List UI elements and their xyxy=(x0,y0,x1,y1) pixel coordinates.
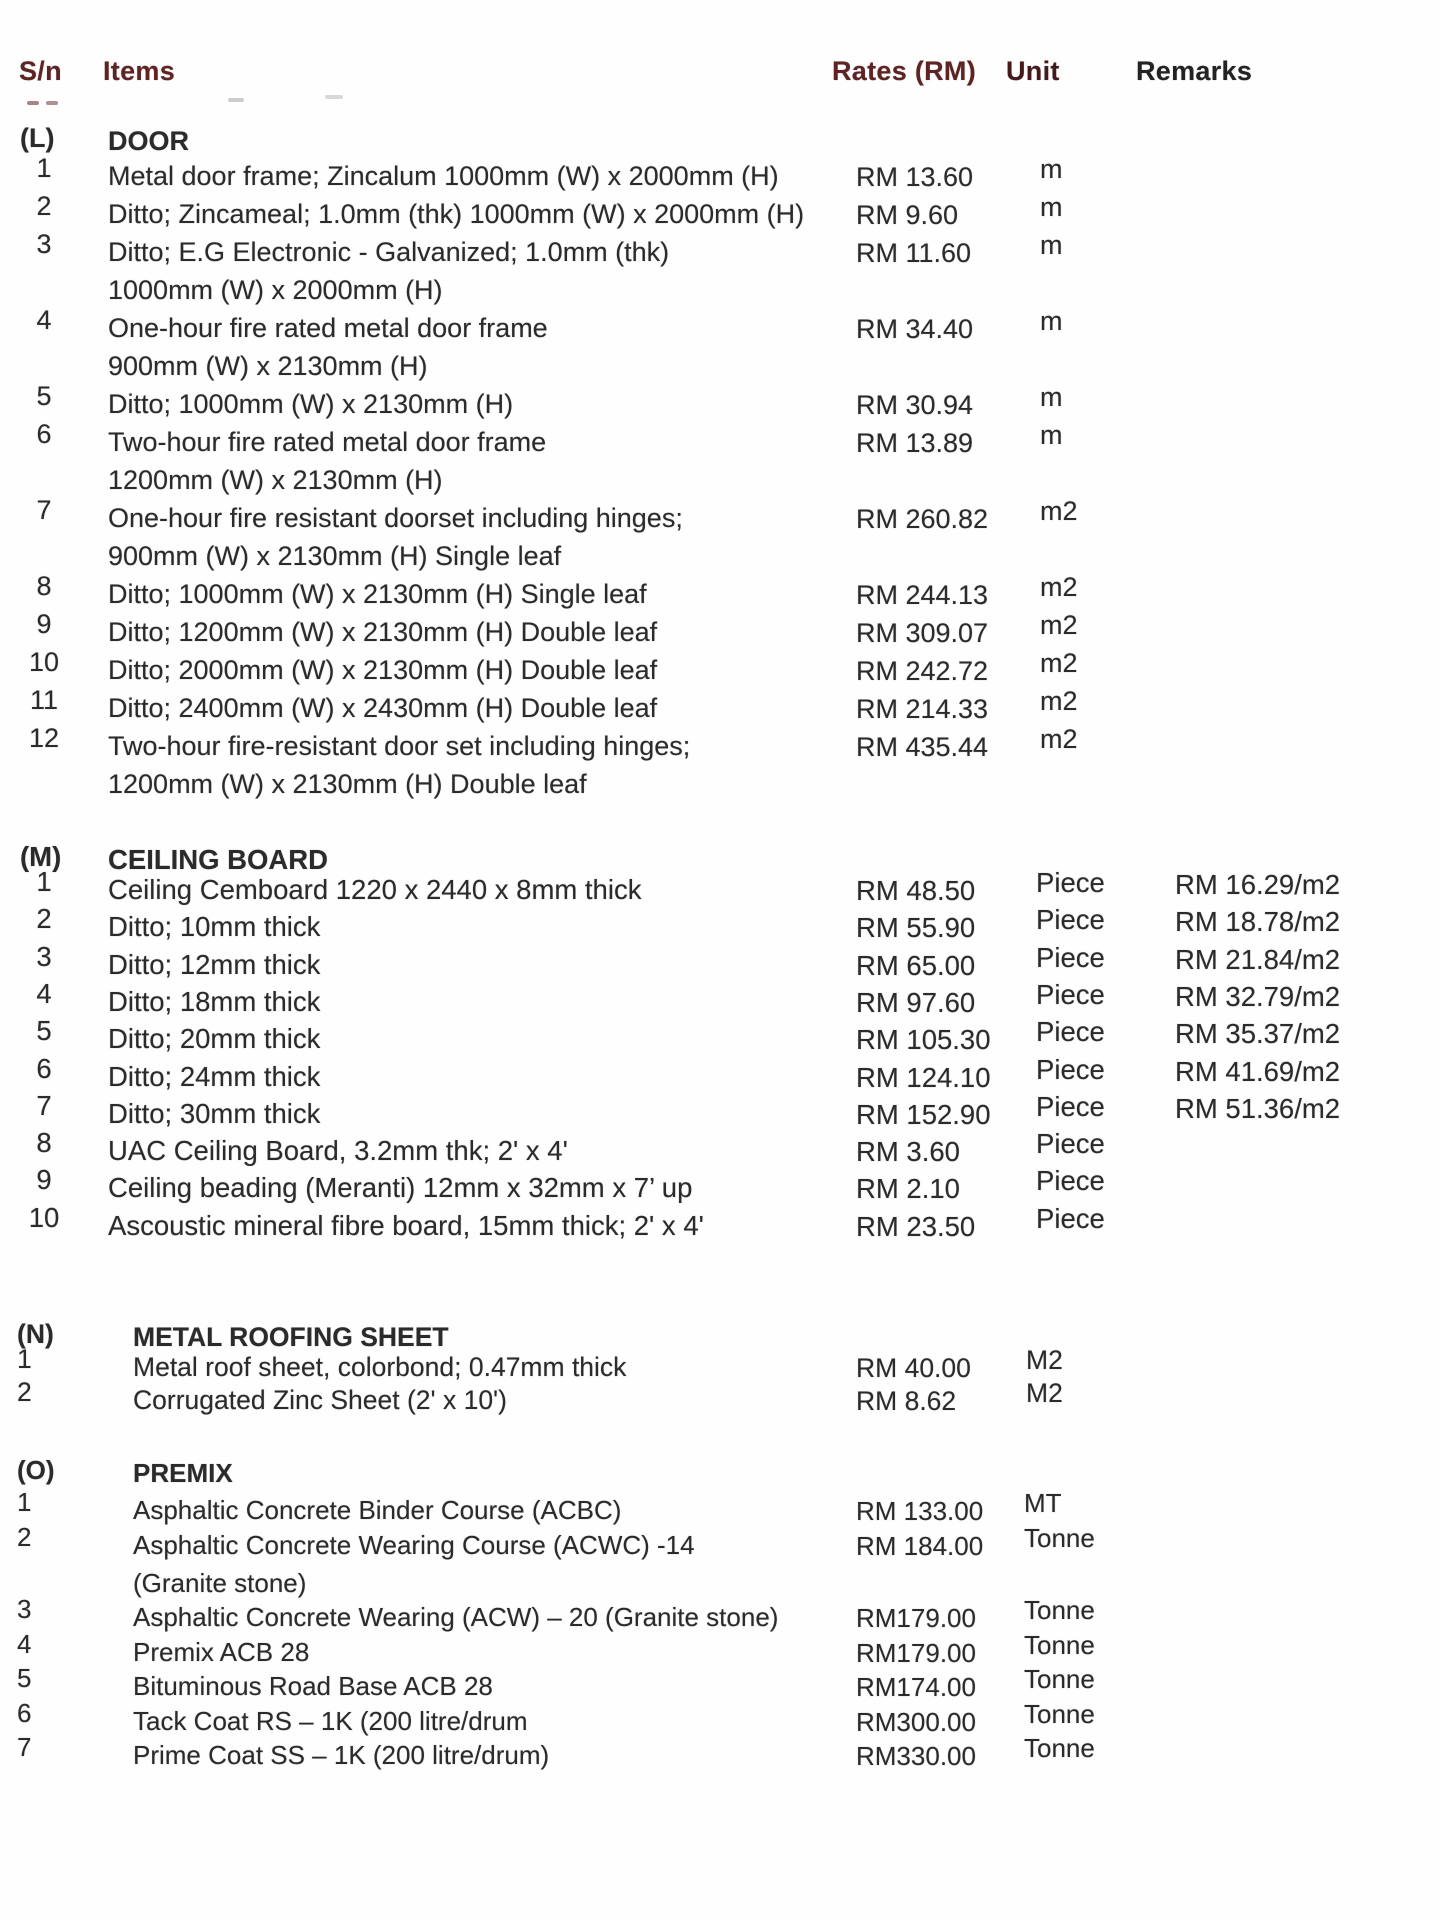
row-remark: RM 41.69/m2 xyxy=(1175,1055,1341,1087)
row-sn: 12 xyxy=(28,723,60,753)
row-sn: 2 xyxy=(17,1377,32,1407)
row-rate: RM 214.33 xyxy=(856,694,989,724)
row-item-line: Ditto; 1000mm (W) x 2130mm (H) Single leaf xyxy=(108,579,647,609)
section-code: (N) xyxy=(17,1319,54,1349)
row-sn: 10 xyxy=(28,647,60,677)
row-rate: RM 55.90 xyxy=(856,912,976,944)
column-header-rates: Rates (RM) xyxy=(832,56,977,86)
row-item-line: Ditto; 2000mm (W) x 2130mm (H) Double leaf xyxy=(108,655,658,685)
section-title: METAL ROOFING SHEET xyxy=(133,1322,449,1352)
column-header-items: Items xyxy=(103,56,176,86)
row-rate: RM 184.00 xyxy=(856,1530,984,1561)
scan-artifact-smudge xyxy=(325,95,343,99)
row-unit: M2 xyxy=(1026,1378,1063,1408)
row-unit: Tonne xyxy=(1024,1733,1095,1763)
row-rate: RM 13.89 xyxy=(856,428,974,458)
row-sn: 2 xyxy=(36,191,52,221)
row-unit: Piece xyxy=(1036,1053,1105,1085)
row-unit: Tonne xyxy=(1024,1664,1095,1694)
row-sn: 10 xyxy=(28,1201,60,1233)
scan-artifact-dash xyxy=(27,101,39,105)
row-rate: RM 124.10 xyxy=(856,1061,991,1093)
row-unit: Piece xyxy=(1036,1128,1105,1160)
row-item-line: Ditto; 12mm thick xyxy=(108,948,321,980)
row-sn: 1 xyxy=(17,1344,32,1374)
row-item-line: (Granite stone) xyxy=(133,1567,307,1598)
row-rate: RM 48.50 xyxy=(856,875,976,906)
row-rate: RM 152.90 xyxy=(856,1098,991,1130)
row-sn: 4 xyxy=(36,305,52,335)
row-item-line: Asphaltic Concrete Binder Course (ACBC) xyxy=(133,1495,622,1525)
scan-artifact-smudge xyxy=(228,98,244,102)
row-sn: 2 xyxy=(36,903,52,935)
row-sn: 2 xyxy=(17,1521,32,1552)
section-title: CEILING BOARD xyxy=(108,844,328,875)
row-remark: RM 32.79/m2 xyxy=(1175,980,1341,1012)
row-sn: 8 xyxy=(36,1127,52,1159)
row-rate: RM 105.30 xyxy=(856,1024,991,1056)
row-unit: Piece xyxy=(1036,941,1105,973)
row-sn: 11 xyxy=(29,685,59,715)
row-unit: Piece xyxy=(1036,904,1105,936)
row-unit: m2 xyxy=(1040,496,1078,526)
column-header-sn: S/n xyxy=(19,56,62,86)
row-item-line: Ditto; 20mm thick xyxy=(108,1023,321,1055)
row-item-line: Ditto; 24mm thick xyxy=(108,1060,321,1092)
section-title: PREMIX xyxy=(133,1458,233,1488)
scan-artifact-dash xyxy=(46,101,58,105)
section-code: (O) xyxy=(17,1455,55,1485)
row-unit: MT xyxy=(1024,1488,1062,1518)
row-item-line: Ditto; 10mm thick xyxy=(108,911,321,943)
row-remark: RM 16.29/m2 xyxy=(1175,869,1341,900)
row-unit: M2 xyxy=(1026,1345,1063,1375)
column-header-remarks: Remarks xyxy=(1136,56,1253,86)
row-item-line: Asphaltic Concrete Wearing Course (ACWC) -14 xyxy=(133,1529,695,1560)
row-item-line: Ceiling Cemboard 1220 x 2440 x 8mm thick xyxy=(108,874,642,905)
row-rate: RM 34.40 xyxy=(856,314,974,344)
row-item-line: Prime Coat SS – 1K (200 litre/drum) xyxy=(133,1740,550,1770)
row-sn: 5 xyxy=(17,1663,32,1693)
row-sn: 1 xyxy=(36,866,52,897)
row-rate: RM 133.00 xyxy=(856,1496,984,1526)
row-sn: 4 xyxy=(36,977,52,1009)
row-rate: RM 97.60 xyxy=(856,986,976,1018)
row-unit: m2 xyxy=(1040,686,1078,716)
row-rate: RM174.00 xyxy=(856,1672,976,1702)
row-rate: RM 3.60 xyxy=(856,1136,960,1168)
row-unit: Piece xyxy=(1036,1016,1105,1048)
row-unit: m2 xyxy=(1040,572,1078,602)
row-remark: RM 21.84/m2 xyxy=(1175,943,1341,975)
row-rate: RM 242.72 xyxy=(856,656,989,686)
section-code: (M) xyxy=(20,841,62,872)
row-sn: 3 xyxy=(36,229,52,259)
section-title: DOOR xyxy=(108,126,189,156)
row-rate: RM 30.94 xyxy=(856,390,974,420)
row-item-line: Two-hour fire rated metal door frame xyxy=(108,427,547,457)
row-rate: RM 40.00 xyxy=(856,1353,971,1383)
column-header-unit: Unit xyxy=(1006,56,1060,86)
row-item-line: Ditto; Zincameal; 1.0mm (thk) 1000mm (W) x 2000mm (H) xyxy=(108,199,805,229)
row-item-line: Metal roof sheet, colorbond; 0.47mm thick xyxy=(133,1352,627,1382)
row-item-line: Bituminous Road Base ACB 28 xyxy=(133,1671,493,1701)
row-item-line: Ceiling beading (Meranti) 12mm x 32mm x 7’ up xyxy=(108,1172,693,1204)
row-rate: RM 244.13 xyxy=(856,580,989,610)
section-code: (L) xyxy=(20,123,55,153)
row-rate: RM 11.60 xyxy=(856,238,972,268)
row-item-line: Ditto; E.G Electronic - Galvanized; 1.0mm (thk) xyxy=(108,237,670,267)
row-rate: RM330.00 xyxy=(856,1741,976,1771)
row-unit: m2 xyxy=(1040,724,1078,754)
row-item-line: Ditto; 1200mm (W) x 2130mm (H) Double leaf xyxy=(108,617,658,647)
row-remark: RM 35.37/m2 xyxy=(1175,1018,1341,1050)
row-item-line: 1200mm (W) x 2130mm (H) xyxy=(108,465,443,495)
row-item-line: Ditto; 30mm thick xyxy=(108,1097,321,1129)
row-unit: Tonne xyxy=(1024,1522,1095,1553)
row-item-line: 1200mm (W) x 2130mm (H) Double leaf xyxy=(108,769,587,799)
row-unit: m xyxy=(1040,420,1063,450)
row-rate: RM 8.62 xyxy=(856,1386,957,1416)
row-sn: 8 xyxy=(36,571,52,601)
row-sn: 9 xyxy=(36,609,52,639)
row-sn: 6 xyxy=(36,419,52,449)
row-unit: m2 xyxy=(1040,610,1078,640)
row-item-line: Ditto; 1000mm (W) x 2130mm (H) xyxy=(108,389,514,419)
row-sn: 7 xyxy=(17,1732,32,1762)
row-rate: RM 23.50 xyxy=(856,1210,976,1242)
row-sn: 1 xyxy=(17,1487,32,1517)
row-unit: m xyxy=(1040,230,1063,260)
row-unit: Piece xyxy=(1036,1202,1105,1234)
row-unit: Tonne xyxy=(1024,1629,1095,1660)
row-unit: m xyxy=(1040,306,1063,336)
row-unit: Piece xyxy=(1036,867,1105,898)
row-item-line: Metal door frame; Zincalum 1000mm (W) x 2000mm (H) xyxy=(108,161,779,191)
row-sn: 9 xyxy=(36,1164,52,1196)
row-rate: RM 309.07 xyxy=(856,618,989,648)
row-sn: 5 xyxy=(36,381,52,411)
row-unit: m xyxy=(1040,382,1063,412)
row-item-line: Ditto; 2400mm (W) x 2430mm (H) Double leaf xyxy=(108,693,658,723)
row-item-line: 900mm (W) x 2130mm (H) Single leaf xyxy=(108,541,562,571)
row-item-line: UAC Ceiling Board, 3.2mm thk; 2' x 4' xyxy=(108,1135,568,1167)
row-rate: RM 65.00 xyxy=(856,949,976,981)
row-item-line: 900mm (W) x 2130mm (H) xyxy=(108,351,428,381)
row-rate: RM 2.10 xyxy=(856,1173,960,1205)
row-rate: RM 9.60 xyxy=(856,200,959,230)
row-rate: RM 13.60 xyxy=(856,162,974,192)
row-unit: Tonne xyxy=(1024,1698,1095,1729)
row-item-line: Asphaltic Concrete Wearing (ACW) – 20 (Granite stone) xyxy=(133,1602,779,1632)
row-unit: Piece xyxy=(1036,1090,1105,1122)
row-rate: RM179.00 xyxy=(856,1637,976,1668)
row-rate: RM 435.44 xyxy=(856,732,989,762)
row-item-line: Ditto; 18mm thick xyxy=(108,985,321,1017)
row-remark: RM 51.36/m2 xyxy=(1175,1092,1341,1124)
row-rate: RM300.00 xyxy=(856,1706,976,1737)
row-item-line: 1000mm (W) x 2000mm (H) xyxy=(108,275,443,305)
row-item-line: Corrugated Zinc Sheet (2' x 10') xyxy=(133,1385,507,1415)
row-item-line: Premix ACB 28 xyxy=(133,1636,310,1667)
row-item-line: One-hour fire rated metal door frame xyxy=(108,313,548,343)
row-sn: 6 xyxy=(36,1052,52,1084)
row-sn: 7 xyxy=(36,495,52,525)
row-sn: 7 xyxy=(36,1089,52,1121)
row-item-line: One-hour fire resistant doorset including hinges; xyxy=(108,503,683,533)
row-rate: RM179.00 xyxy=(856,1603,976,1633)
row-unit: m xyxy=(1040,154,1063,184)
row-sn: 6 xyxy=(17,1697,32,1728)
row-sn: 3 xyxy=(17,1594,32,1624)
row-sn: 4 xyxy=(17,1628,32,1659)
row-sn: 1 xyxy=(36,153,52,183)
row-sn: 3 xyxy=(36,940,52,972)
row-unit: m2 xyxy=(1040,648,1078,678)
row-sn: 5 xyxy=(36,1015,52,1047)
row-unit: Tonne xyxy=(1024,1595,1095,1625)
row-unit: Piece xyxy=(1036,1165,1105,1197)
row-unit: m xyxy=(1040,192,1063,222)
row-item-line: Tack Coat RS – 1K (200 litre/drum xyxy=(133,1705,528,1736)
row-item-line: Ascoustic mineral fibre board, 15mm thick; 2' x 4' xyxy=(108,1209,704,1241)
row-rate: RM 260.82 xyxy=(856,504,989,534)
row-unit: Piece xyxy=(1036,978,1105,1010)
row-item-line: Two-hour fire-resistant door set including hinges; xyxy=(108,731,691,761)
row-remark: RM 18.78/m2 xyxy=(1175,906,1341,938)
